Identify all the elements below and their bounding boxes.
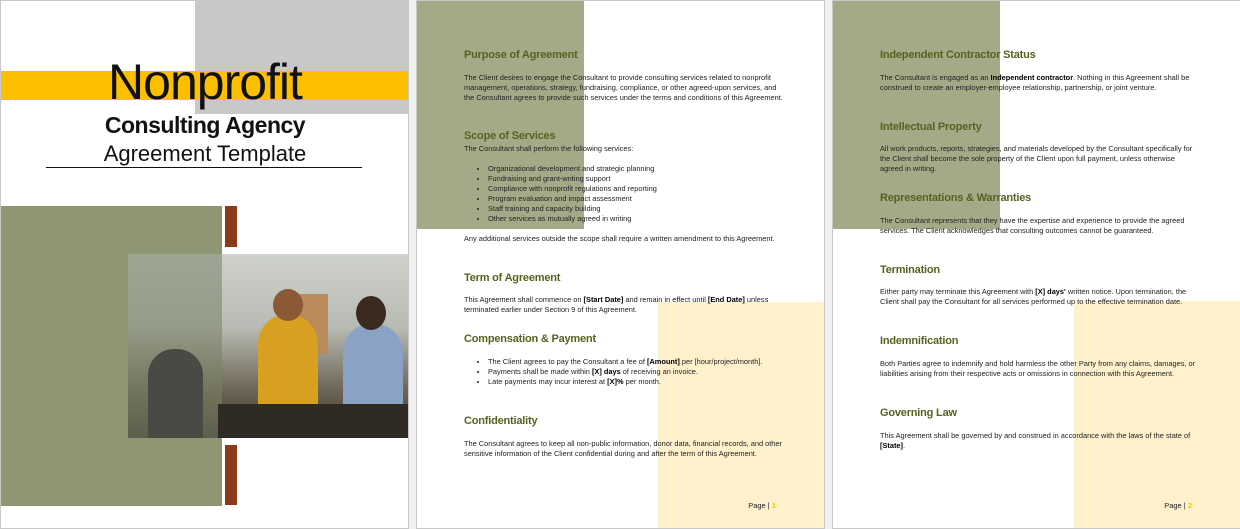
placeholder-field[interactable]: [Amount]	[647, 357, 680, 366]
cream-block	[1074, 301, 1240, 529]
placeholder-field[interactable]: [X] days	[591, 367, 621, 376]
section-heading: Representations & Warranties	[880, 192, 1032, 204]
cover-subtitle: Consulting Agency	[104, 112, 306, 138]
section-body: The Consultant represents that they have the expertise and experience to provide the agreed services. The Client acknowledges that consulting outcomes cannot be guaranteed.	[880, 216, 1185, 235]
page-number: Page | 2	[1164, 501, 1192, 510]
section-heading: Scope of Services	[464, 130, 556, 142]
list-item: • Late payments may incur interest at [X]% per month.	[488, 377, 784, 387]
section-heading: Purpose of Agreement	[464, 49, 578, 61]
agreement-page-1	[416, 0, 825, 529]
placeholder-field[interactable]: [X]%	[607, 377, 624, 386]
list-item: • Staff training and capacity building	[488, 204, 784, 214]
section-heading: Intellectual Property	[880, 121, 982, 133]
placeholder-field[interactable]: [Start Date]	[583, 295, 624, 304]
section-body: All work products, reports, strategies, and materials developed by the Consultant specifically for the Client shall become the sole property of the Client upon full payment, unless otherwise agreed in writing.	[880, 144, 1193, 173]
section-body: The Consultant is engaged as an Independent contractor. Nothing in this Agreement shall be construed to create an employer-employee relationship, partnership, or joint venture.	[880, 73, 1190, 92]
section-heading: Confidentiality	[464, 415, 538, 427]
placeholder-field[interactable]: [End Date]	[707, 295, 745, 304]
section-body: The Consultant shall perform the following services:	[464, 144, 634, 153]
section-heading: Governing Law	[880, 407, 957, 419]
list-item: • Payments shall be made within [X] days of receiving an invoice.	[488, 367, 784, 377]
section-body: This Agreement shall be governed by and construed in accordance with the laws of the state of [State].	[880, 431, 1191, 450]
list-item: • Organizational development and strategic planning	[488, 164, 784, 174]
list-item: • Program evaluation and impact assessment	[488, 194, 784, 204]
section-body: This Agreement shall commence on [Start Date] and remain in effect until [End Date] unless terminated earlier under Section 9 of this Agreement.	[464, 295, 769, 314]
section-body: Either party may terminate this Agreement with [X] days' written notice. Upon termination, the Client shall pay the Consultant for all services performed up to the effective termination date.	[880, 287, 1187, 306]
section-heading: Termination	[880, 264, 940, 276]
list-item: • Compliance with nonprofit regulations and reporting	[488, 184, 784, 194]
placeholder-field[interactable]: [X] days'	[1035, 287, 1066, 296]
list-item: • Fundraising and grant-writing support	[488, 174, 784, 184]
list-item: • Other services as mutually agreed in writing	[488, 214, 784, 224]
cover-subtitle2: Agreement Template	[103, 141, 307, 166]
cover-page	[0, 0, 409, 529]
page-number: Page | 1	[748, 501, 776, 510]
section-body: Both Parties agree to indemnify and hold harmless the other Party from any claims, damages, or liabilities arising from their respective acts or omissions in connection with this Agreement.	[880, 359, 1196, 378]
cream-block	[658, 302, 825, 529]
title-underline	[46, 167, 362, 168]
brown-bar-bottom	[225, 445, 237, 505]
section-body: The Consultant agrees to keep all non-public information, donor data, financial records, and other sensitive information of the Client confidential during and after the term of this Agreement.	[464, 439, 782, 458]
cover-title: Nonprofit	[108, 54, 302, 110]
section-body: The Client desires to engage the Consultant to provide consulting services related to nonprofit management, operations, strategy, fundraising, compliance, or other agreed-upon services, and the Consultant agrees to provide such services under the terms and conditions of this Agreement.	[464, 73, 783, 102]
payment-list	[464, 357, 784, 387]
section-body: Any additional services outside the scope shall require a written amendment to this Agreement.	[464, 234, 775, 243]
placeholder-field[interactable]: [State]	[880, 441, 903, 450]
section-heading: Compensation & Payment	[464, 333, 596, 345]
section-heading: Indemnification	[880, 335, 959, 347]
section-heading: Term of Agreement	[464, 272, 561, 284]
section-heading: Independent Contractor Status	[880, 49, 1036, 61]
cover-photo	[128, 254, 408, 438]
list-item: • The Client agrees to pay the Consultant a fee of [Amount] per [hour/project/month].	[488, 357, 784, 367]
services-list	[464, 164, 784, 224]
agreement-page-2	[832, 0, 1240, 529]
brown-bar-top	[225, 206, 237, 247]
